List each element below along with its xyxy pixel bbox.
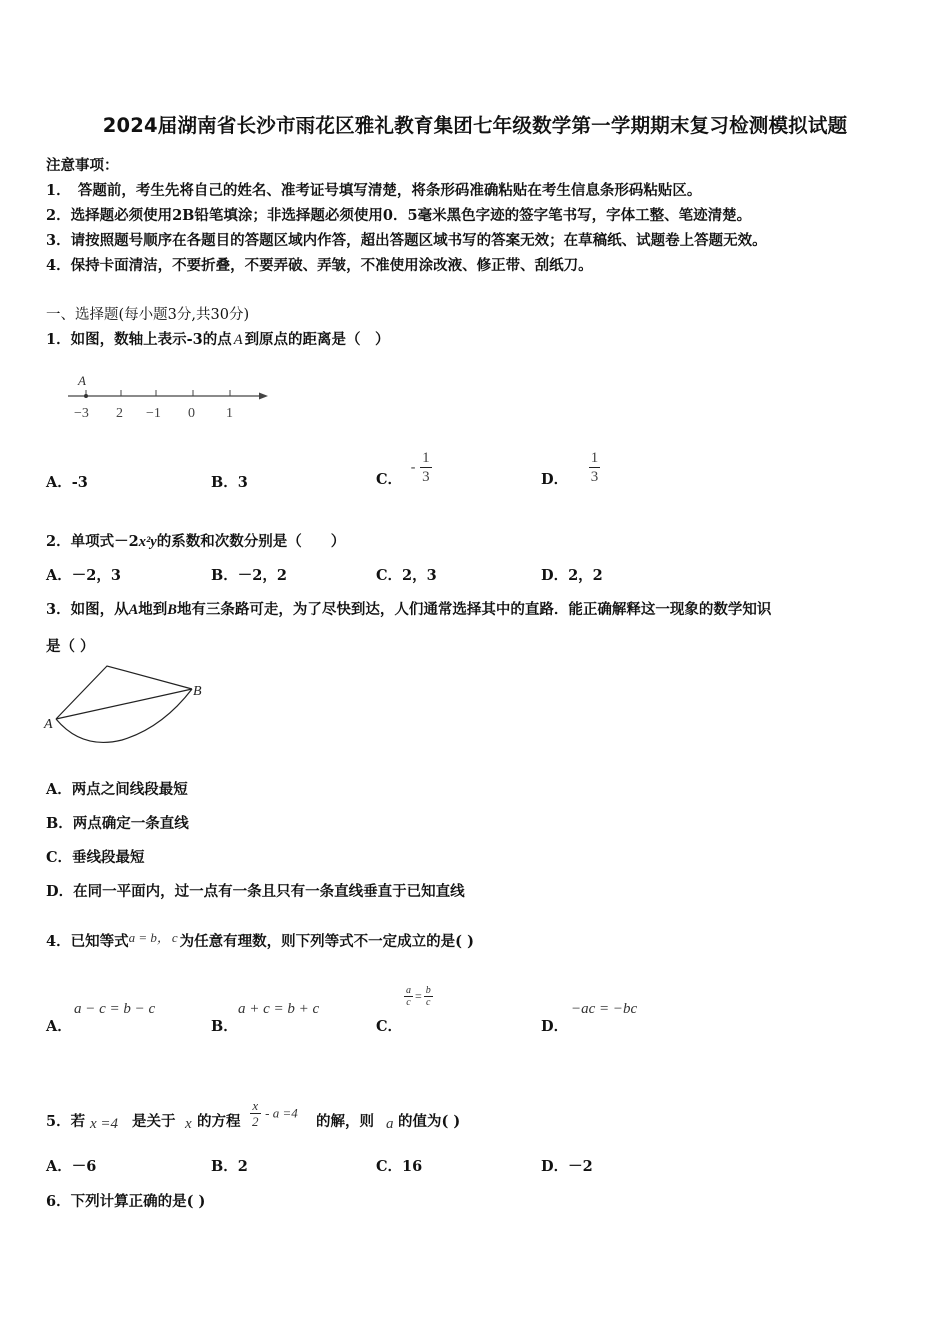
question-5-option-c[interactable]: C．16	[376, 1158, 423, 1175]
question-2-option-a[interactable]: A．－2，3	[46, 567, 121, 584]
question-3-option-d[interactable]: D．在同一平面内，过一点有一条且只有一条直线垂直于已知直线	[46, 883, 465, 900]
question-3-stem-continued: 是（ ）	[46, 638, 95, 655]
question-4-option-a-label[interactable]: A．	[46, 1018, 72, 1035]
question-4-option-b-label[interactable]: B．	[211, 1018, 238, 1035]
question-4-option-d[interactable]: −ac = −bc	[571, 1001, 638, 1017]
notice-item-4: 4．保持卡面清洁，不要折叠，不要弄破、弄皱，不准使用涂改液、修正带、刮纸刀。	[46, 257, 593, 274]
question-5-variable-a: a	[386, 1116, 394, 1132]
question-6-stem: 6．下列计算正确的是( )	[46, 1193, 206, 1210]
question-4-stem: 4．已知等式a = b， c 为任意有理数，则下列等式不一定成立的是( )	[46, 930, 474, 950]
question-5-stem-start: 5．若	[46, 1113, 86, 1130]
question-1-option-c[interactable]: C． - $\frac{1}{3}$	[376, 450, 430, 488]
question-4-option-d-label[interactable]: D．	[541, 1018, 569, 1035]
question-3-option-c[interactable]: C．垂线段最短	[46, 849, 145, 866]
question-5-stem-part: 的解，则	[316, 1113, 374, 1130]
question-5-option-a[interactable]: A．－6	[46, 1158, 97, 1175]
question-5-option-b[interactable]: B．2	[211, 1158, 248, 1175]
notice-item-2: 2．选择题必须使用2B铅笔填涂；非选择题必须使用0．5毫米黑色字迹的签字笔书写，字体工整、笔迹清楚。	[46, 207, 752, 224]
notice-heading: 注意事项：	[46, 157, 119, 174]
question-5-stem-end: 的值为( )	[398, 1113, 461, 1130]
number-line-point-label: A	[78, 373, 86, 388]
question-5-stem-part: 的方程	[197, 1113, 241, 1130]
question-2-option-d[interactable]: D．2，2	[541, 567, 603, 584]
question-4-option-c[interactable]: $\frac{a}{c}$ = $\frac{b}{c}$	[406, 985, 431, 1008]
question-4-option-c-label[interactable]: C．	[376, 1018, 403, 1035]
question-1-stem: 1．如图，数轴上表示-3的点 A 到原点的距离是（ ）	[46, 331, 390, 348]
notice-item-3: 3．请按照题号顺序在各题目的答题区域内作答，超出答题区域书写的答案无效；在草稿纸、试题卷上答题无效。	[46, 232, 767, 249]
question-1-option-a[interactable]: A．-3	[46, 474, 88, 491]
question-2-stem: 2．单项式－2x²y的系数和次数分别是（ ）	[46, 533, 346, 550]
question-3-option-b[interactable]: B．两点确定一条直线	[46, 815, 189, 832]
question-4-option-b[interactable]: a + c = b + c	[238, 1001, 320, 1017]
number-line-tick-label: 1	[226, 406, 233, 421]
number-line-tick-label: 2	[116, 406, 123, 421]
number-line-tick-label: −1	[146, 406, 161, 421]
notice-item-1: 1． 答题前，考生先将自己的姓名、准考证号填写清楚，将条形码准确粘贴在考生信息条形码粘贴区。	[46, 182, 702, 199]
question-2-option-b[interactable]: B．－2，2	[211, 567, 287, 584]
question-3-option-a[interactable]: A．两点之间线段最短	[46, 781, 188, 798]
question-2-option-c[interactable]: C．2，3	[376, 567, 437, 584]
question-4-option-a[interactable]: a − c = b − c	[74, 1001, 156, 1017]
section-heading: 一、选择题(每小题3分,共30分)	[46, 307, 250, 323]
question-1-option-d[interactable]: D． $\frac{1}{3}$	[541, 450, 599, 488]
question-3-stem: 3．如图，从A地到B地有三条路可走，为了尽快到达，人们通常选择其中的直路．能正确解释这一现象的数学知识	[46, 601, 772, 618]
question-5-condition: x =4	[90, 1116, 119, 1132]
three-roads-figure	[42, 660, 222, 750]
number-line-tick-label: −3	[74, 406, 89, 421]
figure-point-b-label: B	[193, 684, 202, 699]
question-5-variable-x: x	[185, 1116, 192, 1132]
number-line-tick-label: 0	[188, 406, 195, 421]
question-5-stem-part: 是关于	[132, 1113, 176, 1130]
question-5-equation: $\frac{x}{2}$ - a =4	[252, 1098, 298, 1129]
figure-point-a-label: A	[44, 717, 53, 732]
number-line-figure	[60, 368, 280, 428]
question-5-option-d[interactable]: D．－2	[541, 1158, 593, 1175]
question-1-option-b[interactable]: B．3	[211, 474, 248, 491]
page-title: 2024届湖南省长沙市雨花区雅礼教育集团七年级数学第一学期期末复习检测模拟试题	[102, 114, 848, 137]
